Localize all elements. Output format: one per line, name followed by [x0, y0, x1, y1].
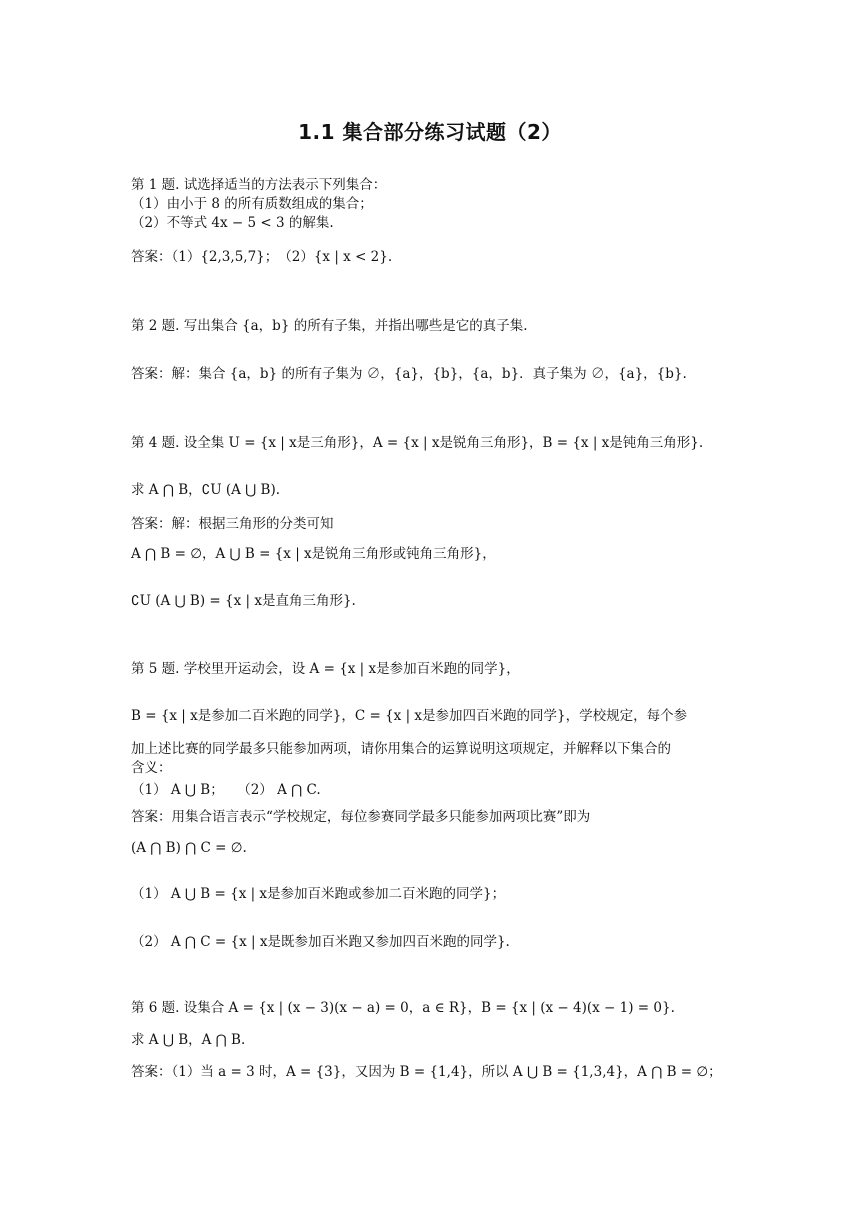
- q4-answer-intro: 答案：解：根据三角形的分类可知: [131, 516, 334, 532]
- q1-part2: （2）不等式 4x − 5 < 3 的解集.: [131, 215, 334, 231]
- q6-ask: 求 A ⋃ B，A ⋂ B.: [131, 1032, 246, 1048]
- q4-answer-line2: ∁U (A ⋃ B) = {x | x是直角三角形}.: [131, 593, 356, 609]
- q5-answer-line1: 答案：用集合语言表示“学校规定，每位参赛同学最多只能参加两项比赛”即为: [131, 809, 591, 825]
- q5-heading: 第 5 题. 学校里开运动会，设 A = {x | x是参加百米跑的同学}，: [131, 661, 520, 677]
- q5-line2: B = {x | x是参加二百米跑的同学}，C = {x | x是参加四百米跑的同学}，学校规定，每个参: [131, 708, 688, 724]
- q5-line4: 含义：: [131, 760, 172, 776]
- q4-heading: 第 4 题. 设全集 U = {x | x是三角形}，A = {x | x是锐角三角形}，B = {x | x是钝角三角形}.: [131, 435, 704, 451]
- q4-answer-line1: A ⋂ B = ∅，A ⋃ B = {x | x是锐角三角形或钝角三角形}，: [131, 546, 496, 562]
- q4-ask: 求 A ⋂ B，∁U (A ⋃ B).: [131, 482, 281, 498]
- q2-heading: 第 2 题. 写出集合 {a，b} 的所有子集，并指出哪些是它的真子集.: [131, 318, 528, 334]
- q5-answer-part2: （2） A ⋂ C = {x | x是既参加百米跑又参加四百米跑的同学}.: [131, 934, 510, 950]
- q1-part1: （1）由小于 8 的所有质数组成的集合；: [131, 196, 373, 212]
- q5-line3: 加上述比赛的同学最多只能参加两项，请你用集合的运算说明这项规定，并解释以下集合的: [131, 741, 671, 757]
- q6-heading: 第 6 题. 设集合 A = {x | (x − 3)(x − a) = 0，a ∈ R}，B = {x | (x − 4)(x − 1) = 0}.: [131, 1000, 675, 1016]
- q1-answer: 答案：（1）{2,3,5,7}； （2）{x | x < 2}.: [131, 249, 393, 265]
- document-title: 1.1 集合部分练习试题（2）: [298, 120, 562, 144]
- q2-answer: 答案：解：集合 {a，b} 的所有子集为 ∅，{a}，{b}，{a，b}．真子集为 ∅，{a}，{b}.: [131, 366, 687, 382]
- q5-answer-line2: (A ⋂ B) ⋂ C = ∅.: [131, 840, 247, 856]
- q1-heading: 第 1 题. 试选择适当的方法表示下列集合：: [131, 177, 387, 193]
- q5-parts: （1） A ⋃ B； （2） A ⋂ C.: [131, 782, 321, 798]
- q5-answer-part1: （1） A ⋃ B = {x | x是参加百米跑或参加二百米跑的同学}；: [131, 886, 506, 902]
- q6-answer: 答案：（1）当 a = 3 时，A = {3}，又因为 B = {1,4}，所以 A ⋃ B = {1,3,4}，A ⋂ B = ∅；: [131, 1064, 722, 1080]
